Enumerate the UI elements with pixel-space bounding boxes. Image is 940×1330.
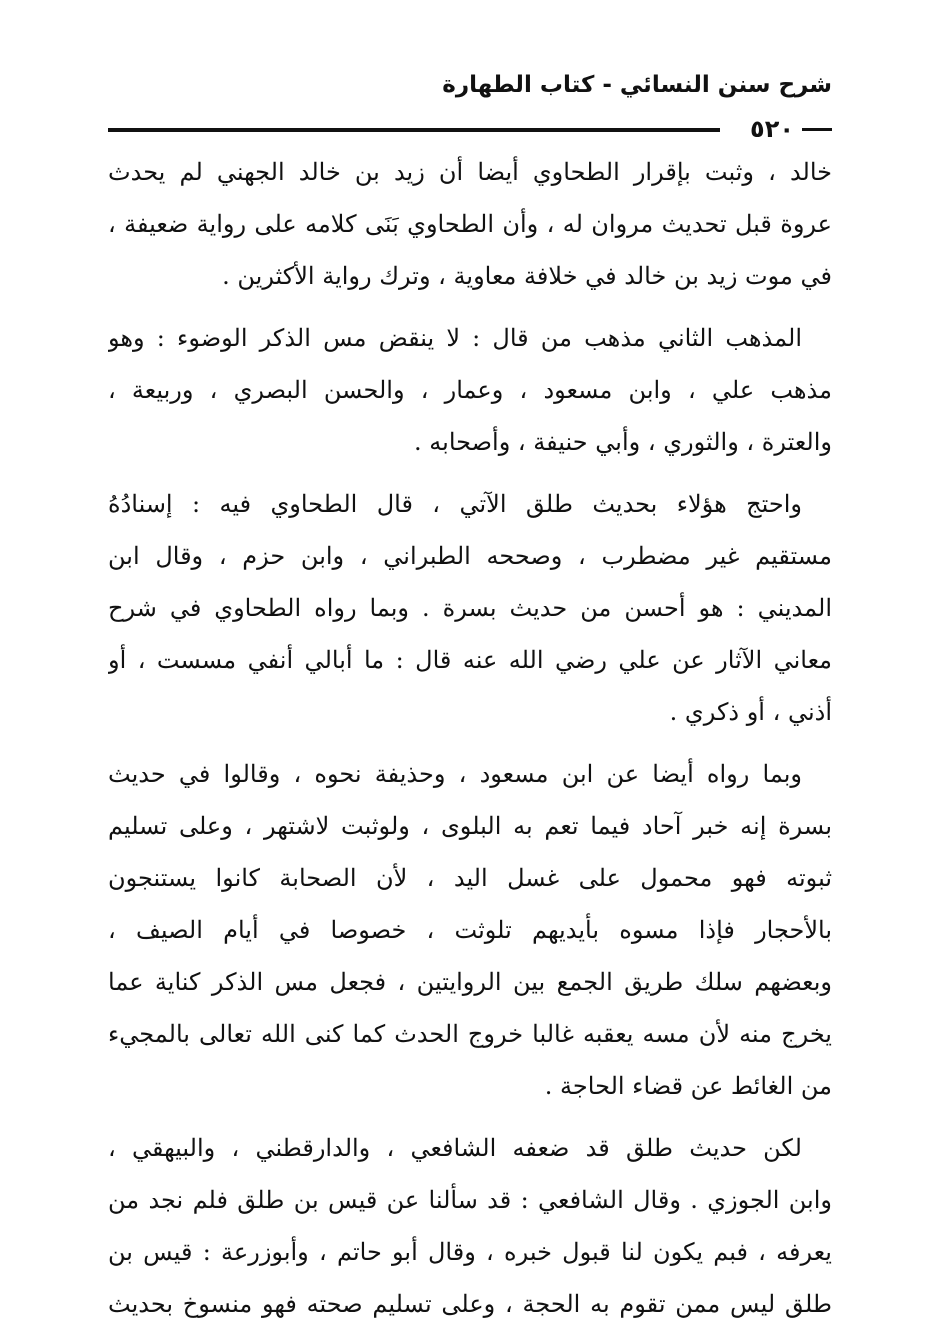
running-header-title: شرح سنن النسائي - كتاب الطهارة	[442, 72, 832, 98]
paragraph	[108, 478, 832, 738]
page-number	[728, 112, 832, 146]
paragraph	[108, 146, 832, 302]
text-line: يخرج منه لأن مسه يعقبه غالبا خروج الحدث كما كنى الله تعالى بالمجيء	[108, 1020, 832, 1048]
text-line: المذهب الثاني مذهب من قال : لا ينقض مس الذكر الوضوء : وهو	[108, 324, 802, 352]
page-number-dash	[802, 128, 832, 131]
text-line: بالأحجار فإذا مسوه بأيديهم تلوثت ، خصوصا في أيام الصيف ،	[108, 916, 832, 944]
text-line: معاني الآثار عن علي رضي الله عنه قال : ما أبالي أنفي مسست ، أو	[108, 646, 832, 674]
text-line: خالد ، وثبت بإقرار الطحاوي أيضا أن زيد بن خالد الجهني لم يحدث	[108, 158, 832, 186]
text-line: طلق ليس ممن تقوم به الحجة ، وعلى تسليم صحته فهو منسوخ بحديث	[108, 1290, 832, 1318]
text-line: عروة قبل تحديث مروان له ، وأن الطحاوي بَنَى كلامه على رواية ضعيفة ،	[108, 210, 832, 238]
header-rule	[108, 128, 720, 132]
text-line: والعترة ، والثوري ، وأبي حنيفة ، وأصحابه .	[414, 428, 832, 456]
text-line: من الغائط عن قضاء الحاجة .	[544, 1072, 832, 1100]
text-line: مذهب علي ، وابن مسعود ، وعمار ، والحسن البصري ، وربيعة ،	[108, 376, 832, 404]
paragraph	[108, 1122, 832, 1330]
text-line: وبعضهم سلك طريق الجمع بين الروايتين ، فجعل مس الذكر كناية عما	[108, 968, 832, 996]
text-line: أذني ، أو ذكري .	[669, 698, 832, 726]
page-number-value: ٥٢٠	[750, 115, 794, 143]
text-line: وابن الجوزي . وقال الشافعي : قد سألنا عن قيس بن طلق فلم نجد من	[108, 1186, 832, 1214]
text-line: واحتج هؤلاء بحديث طلق الآتي ، قال الطحاوي فيه : إسنادُهُ	[108, 490, 802, 518]
paragraph	[108, 312, 832, 468]
text-line: في موت زيد بن خالد في خلافة معاوية ، وترك رواية الأكثرين .	[222, 262, 832, 290]
text-line: يعرفه ، فبم يكون لنا قبول خبره ، وقال أبو حاتم ، وأبوزرعة : قيس بن	[108, 1238, 832, 1266]
text-line: مستقيم غير مضطرب ، وصححه الطبراني ، وابن حزم ، وقال ابن	[108, 542, 832, 570]
header-rule-row	[108, 112, 832, 146]
text-line: المديني : هو أحسن من حديث بسرة . وبما رواه الطحاوي في شرح	[108, 594, 832, 622]
text-line: وبما رواه أيضا عن ابن مسعود ، وحذيفة نحوه ، وقالوا في حديث	[108, 760, 802, 788]
paragraph	[108, 748, 832, 1112]
body-text	[108, 146, 832, 1318]
text-line: لكن حديث طلق قد ضعفه الشافعي ، والدارقطني ، والبيهقي ،	[108, 1134, 802, 1162]
text-line: ثبوته فهو محمول على غسل اليد ، لأن الصحابة كانوا يستنجون	[108, 864, 832, 892]
text-line: بسرة إنه خبر آحاد فيما تعم به البلوى ، ولوثبت لاشتهر ، وعلى تسليم	[108, 812, 832, 840]
